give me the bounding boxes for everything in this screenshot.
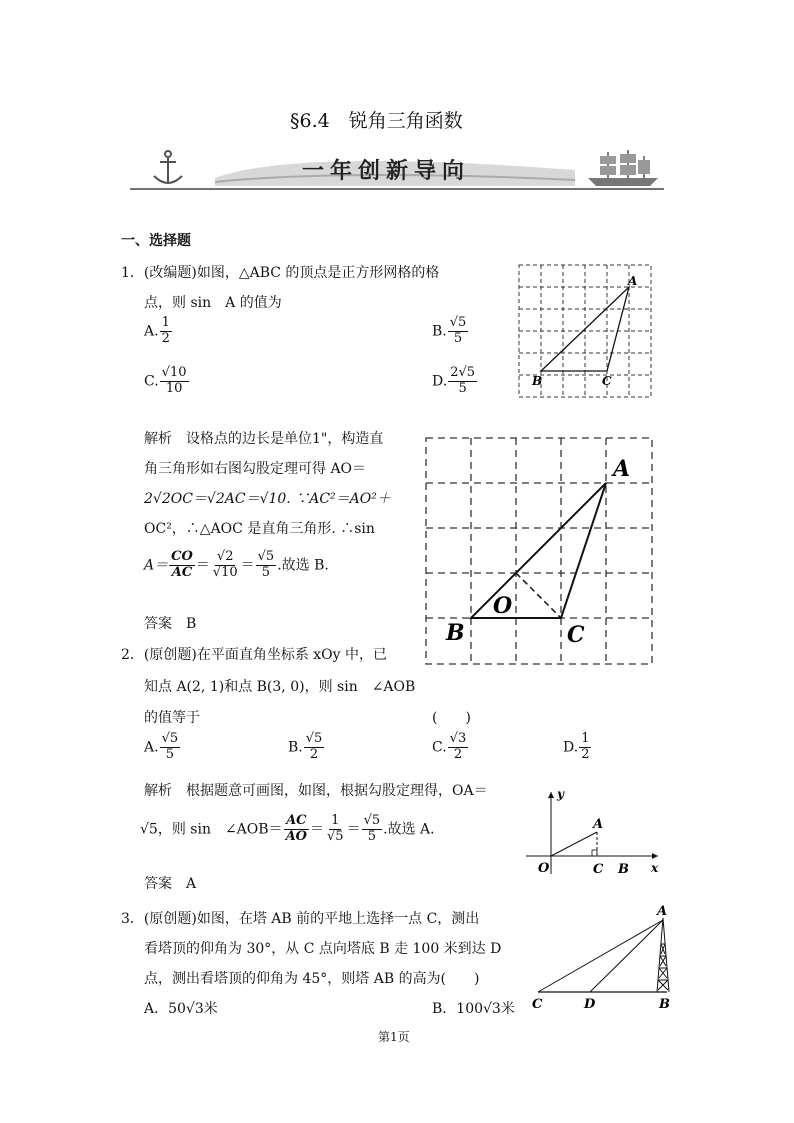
q2-label-a: A: [593, 817, 604, 832]
q1-analysis-line1: 解析 设格点的边长是单位1"，构造直: [144, 431, 384, 447]
page-title: §6.4 锐角三角函数: [290, 110, 463, 132]
q2-option-b-den: 2: [309, 746, 319, 762]
q1-option-b-label: B.: [432, 323, 447, 340]
q1-analysis-line5: A＝ $\frac{CO}{AC}$ ＝ $\frac{√2}{√10}$ ＝ $\frac{√5}{5}$ .故选 B.: [144, 549, 329, 580]
q3-text-line2: 看塔顶的仰角为 30°，从 C 点向塔底 B 走 100 米到达 D: [144, 941, 502, 957]
q2-option-b: [288, 732, 325, 763]
q1-option-b: [432, 316, 469, 347]
q2-option-d-label: D.: [563, 739, 579, 756]
q1-option-d-label: D.: [432, 373, 448, 390]
q2-answer: 答案 A: [144, 876, 197, 892]
q1-analysis-l5-post: .故选 B.: [277, 557, 329, 574]
q1-text-line2: 点，则 sin A 的值为: [144, 295, 282, 311]
q3-option-a: A．50√3米: [144, 1001, 218, 1017]
q1-analysis-line2: 角三角形如右图勾股定理可得 AO＝: [144, 461, 367, 477]
q2-option-a-den: 5: [165, 746, 174, 762]
anchor-icon: [154, 151, 182, 184]
ship-icon: [588, 150, 658, 186]
q3-label-c: C: [532, 997, 543, 1012]
q2-analysis-l2-post: .故选 A.: [383, 821, 435, 838]
q1-analysis-f3-den: 5: [261, 564, 271, 580]
q3-label-d: D: [584, 997, 596, 1012]
q1-large-label-b: B: [446, 620, 465, 646]
q2-right-angle-mark: [592, 850, 597, 856]
q2-analysis-line2: √5，则 sin ∠AOB＝ $\frac{AC}{AO}$ ＝ $\frac{1}{√5}$ ＝ $\frac{√5}{5}$ .故选 A.: [140, 813, 435, 844]
q2-analysis-f1-num: AC: [286, 813, 307, 828]
q2-label-b: B: [618, 862, 629, 877]
q2-option-c-label: C.: [432, 739, 447, 756]
q2-label-o: O: [538, 861, 550, 876]
q2-coordinate-plane: [520, 784, 666, 880]
q1-analysis-f2-den: √10: [212, 564, 238, 580]
q1-answer: 答案 B: [144, 616, 197, 632]
q2-option-b-label: B.: [288, 739, 303, 756]
q1-option-d: [432, 366, 478, 397]
q1-option-c: [144, 366, 190, 397]
q1-option-d-num: 2√5: [450, 365, 476, 380]
q1-grid-large: [424, 436, 656, 668]
q1-large-label-a: A: [613, 456, 631, 482]
q2-segment-oa: [551, 832, 597, 856]
q2-analysis-f1-den: AO: [285, 828, 307, 844]
q1-analysis-l5-pre: A＝: [144, 557, 169, 574]
q1-large-label-c: C: [567, 622, 585, 648]
q2-option-d-den: 2: [581, 746, 590, 762]
q2-option-c-num: √3: [449, 731, 467, 746]
q1-figure-small: [518, 264, 654, 404]
q2-option-d: [563, 732, 592, 763]
q1-analysis-f2-num: √2: [216, 549, 234, 564]
banner-title: 一年创新导向: [302, 159, 471, 184]
q2-analysis-f3-num: √5: [363, 813, 381, 828]
q1-analysis-line3: 2√2OC＝√2AC＝√10. ∵AC²＝AO²＋: [144, 491, 391, 507]
q1-small-label-b: B: [532, 374, 543, 388]
q1-figure-large: [424, 436, 656, 672]
q3-figure: [526, 900, 676, 1018]
q3-tower-diagram: [526, 900, 676, 1014]
q2-label-x: x: [651, 861, 659, 875]
q2-analysis-f3-den: 5: [367, 828, 376, 844]
q2-option-a-num: √5: [161, 731, 179, 746]
q1-option-c-label: C.: [144, 373, 159, 390]
q2-text-line3: 的值等于: [144, 710, 200, 726]
q2-option-c: [432, 732, 469, 763]
q2-figure: [520, 784, 666, 884]
q2-label-c: C: [593, 862, 604, 877]
q1-option-b-den: 5: [453, 330, 463, 346]
section-heading: 一、选择题: [121, 233, 191, 249]
q2-text-line1: 2．(原创题)在平面直角坐标系 xOy 中，已: [121, 647, 388, 663]
q1-analysis-line4: OC²，∴△AOC 是直角三角形. ∴sin: [144, 521, 375, 537]
q2-analysis-l2-pre: √5，则 sin ∠AOB＝: [140, 821, 283, 838]
q1-small-label-c: C: [602, 374, 612, 388]
q1-option-c-den: 10: [165, 380, 183, 396]
q2-answer-paren: ( ): [432, 710, 471, 726]
q1-option-c-num: √10: [161, 365, 187, 380]
q1-option-a: [144, 316, 173, 347]
q2-analysis-line1: 解析 根据题意可画图，如图，根据勾股定理得，OA＝: [144, 783, 488, 799]
q2-option-c-den: 2: [453, 746, 463, 762]
q2-option-a: [144, 732, 181, 763]
q1-analysis-f1-num: CO: [171, 549, 193, 564]
q1-option-b-num: √5: [449, 315, 467, 330]
q1-analysis-f1-den: AC: [171, 564, 193, 580]
q1-triangle-large: [471, 483, 606, 618]
q2-analysis-f2-num: 1: [331, 813, 340, 828]
page-number: 第1页: [378, 1030, 410, 1044]
q3-label-b: B: [659, 997, 670, 1012]
q2-text-line2: 知点 A(2, 1)和点 B(3, 0)，则 sin ∠AOB: [144, 679, 416, 695]
q1-option-a-num: 1: [161, 315, 170, 330]
tower-icon: [657, 918, 669, 992]
q2-option-b-num: √5: [305, 731, 323, 746]
q1-large-label-o: O: [493, 593, 513, 619]
q2-label-y: y: [557, 787, 564, 801]
q1-text-line1: 1．(改编题)如图，△ABC 的顶点是正方形网格的格: [121, 265, 440, 281]
q1-option-d-den: 5: [458, 380, 467, 396]
q2-option-d-num: 1: [581, 731, 590, 746]
q3-option-b: B．100√3米: [432, 1001, 515, 1017]
q1-dashed-oc: [516, 573, 561, 618]
q3-text-line3: 点，测出看塔顶的仰角为 45°，则塔 AB 的高为( ): [144, 971, 480, 987]
q2-analysis-f2-den: √5: [327, 828, 344, 844]
q1-analysis-f3-num: √5: [257, 549, 275, 564]
q3-text-line1: 3．(原创题)如图，在塔 AB 前的平地上选择一点 C，测出: [121, 911, 480, 927]
q1-option-a-den: 2: [161, 330, 170, 346]
q1-option-a-label: A.: [144, 323, 159, 340]
q2-option-a-label: A.: [144, 739, 159, 756]
q3-label-a: A: [657, 904, 668, 919]
q1-small-label-a: A: [628, 274, 638, 288]
q1-grid-small: [518, 264, 654, 400]
